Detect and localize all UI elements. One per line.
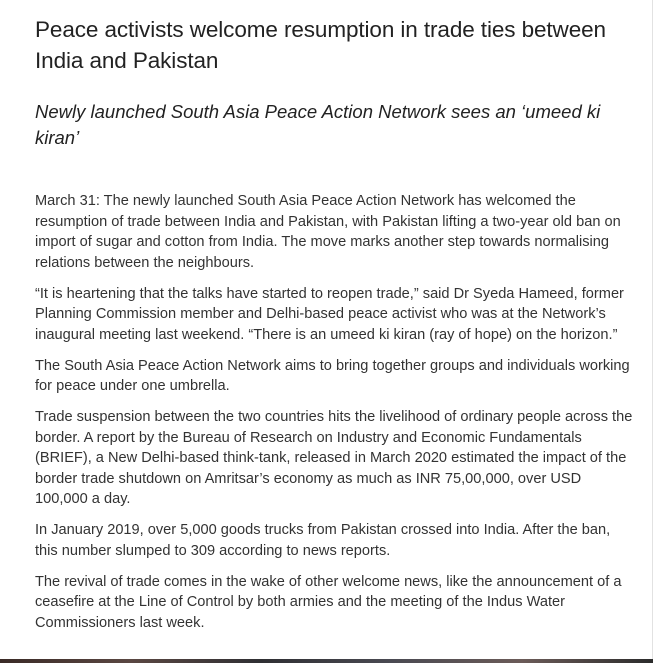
paragraph-5: In January 2019, over 5,000 goods trucks from Pakistan crossed into India. After the ban, this number slumped to 309 according to news reports. bbox=[35, 522, 611, 559]
article-body[interactable] bbox=[35, 191, 635, 633]
paragraph-2: “It is heartening that the talks have started to reopen trade,” said Dr Syeda Hameed, former Planning Commission member and Delhi-based peace activist who was at the Network’s inaugural meeting last weekend. “There is an umeed ki kiran (ray of hope) on the horizon.” bbox=[35, 285, 624, 343]
article-headline: Peace activists welcome resumption in trade ties between India and Pakistan bbox=[35, 17, 606, 73]
bottom-image-strip bbox=[0, 659, 653, 663]
article bbox=[35, 14, 635, 644]
paragraph-6: The revival of trade comes in the wake of other welcome news, like the announcement of a ceasefire at the Line of Control by both armies and the meeting of the Indus Water Commissioners last week. bbox=[35, 573, 622, 631]
paragraph-1: March 31: The newly launched South Asia Peace Action Network has welcomed the resumption of trade between India and Pakistan, with Pakistan lifting a two-year old ban on import of sugar and cotton from India. The move marks another step towards normalising relations between the neighbours. bbox=[35, 193, 621, 271]
paragraph-4: Trade suspension between the two countries hits the livelihood of ordinary people across the border. A report by the Bureau of Research on Industry and Economic Fundamentals (BRIEF), a New Delhi-based think-tank, released in March 2020 estimated the impact of the border trade shutdown on Amritsar’s economy as much as INR 75,00,000, over USD 100,000 a day. bbox=[35, 409, 633, 507]
article-subheadline: Newly launched South Asia Peace Action Network sees an ‘umeed ki kiran’ bbox=[35, 101, 601, 148]
paragraph-3: The South Asia Peace Action Network aims to bring together groups and individuals working for peace under one umbrella. bbox=[35, 357, 630, 394]
